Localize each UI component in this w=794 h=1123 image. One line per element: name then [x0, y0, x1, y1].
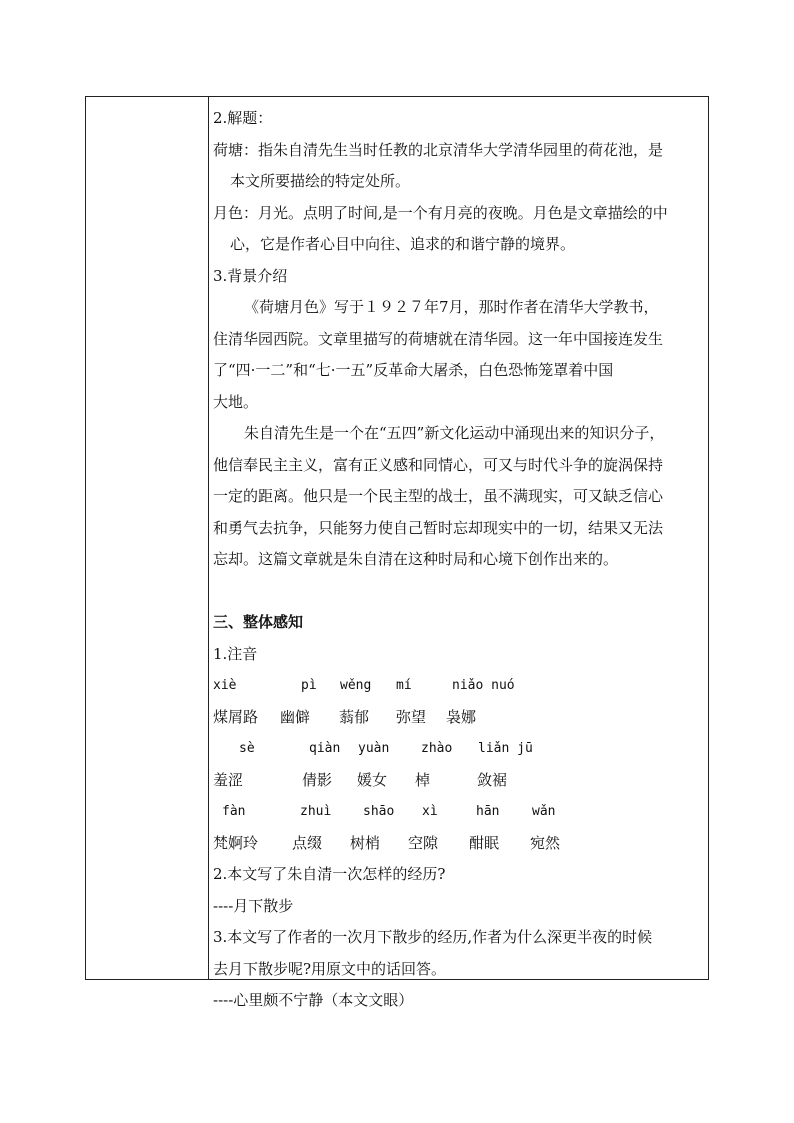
- vocab-word: 煤屑路: [213, 707, 259, 726]
- pinyin-item: sè: [239, 741, 255, 756]
- section-title-overview: 三、整体感知: [213, 613, 304, 631]
- pinyin-item: yuàn: [358, 741, 390, 756]
- vocab-word: 弥望: [396, 707, 427, 726]
- vocab-word: 酣眠: [469, 833, 500, 852]
- answer-3: ----心里颇不宁静（本文文眼）: [213, 991, 414, 1009]
- section-title-jieti: 2.解题：: [213, 109, 273, 127]
- vocab-word: 羞涩: [213, 770, 244, 789]
- pinyin-item: pì: [301, 678, 317, 693]
- vocab-word: 蓊郁: [339, 707, 370, 726]
- background-p2-line-5: 忘却。这篇文章就是朱自清在这种时局和心境下创作出来的。: [213, 550, 619, 568]
- pinyin-row-1: [213, 670, 702, 702]
- pinyin-item: niǎo nuó: [452, 678, 515, 693]
- background-p1-line-2: 住清华园西院。文章里描写的荷塘就在清华园。这一年中国接连发生: [213, 329, 664, 348]
- words-row-1: [213, 702, 702, 734]
- answer-2: ----月下散步: [213, 896, 294, 915]
- vocab-word: 点缀: [292, 833, 323, 852]
- background-p2-line-1: 朱自清先生是一个在“五四”新文化运动中涌现出来的知识分子，: [244, 424, 665, 442]
- question-2: 2.本文写了朱自清一次怎样的经历?: [213, 865, 446, 883]
- pinyin-item: qiàn: [309, 741, 341, 756]
- question-3-line-2: 去月下散步呢?用原文中的话回答。: [213, 959, 447, 978]
- pinyin-item: wǎn: [532, 804, 556, 819]
- pinyin-row-3: [213, 796, 702, 828]
- background-p1-line-1: 《荷塘月色》写于１９２７年7月，那时作者在清华大学教书，: [244, 298, 659, 316]
- background-p1-line-3: 了“四·一二”和“七·一五”反革命大屠杀，白色恐怖笼罩着中国: [213, 361, 614, 379]
- zhuyin-title: 1.注音: [213, 644, 258, 663]
- background-p2-line-2: 他信奉民主主义，富有正义感和同情心，可又与时代斗争的旋涡保持: [213, 455, 664, 474]
- pinyin-item: mí: [396, 678, 412, 693]
- pinyin-row-2: [213, 733, 702, 765]
- question-3-line-1: 3.本文写了作者的一次月下散步的经历,作者为什么深更半夜的时候: [213, 928, 653, 946]
- pinyin-item: xiè: [213, 678, 237, 693]
- vocab-word: 袅娜: [446, 707, 477, 726]
- background-p1-line-4: 大地。: [213, 392, 259, 411]
- pinyin-item: liǎn jū: [478, 741, 533, 756]
- pinyin-item: shāo: [363, 804, 395, 819]
- background-p2-line-4: 和勇气去抗争，只能努力使自己暂时忘却现实中的一切，结果又无法: [213, 518, 664, 537]
- vocab-word: 梵婀玲: [213, 833, 259, 852]
- vocab-word: 宛然: [530, 833, 561, 852]
- lesson-table: [85, 96, 709, 1009]
- pinyin-item: zhuì: [300, 804, 332, 819]
- vocab-word: 敛裾: [477, 770, 508, 789]
- pinyin-item: xì: [422, 804, 438, 819]
- vocab-word: 棹: [415, 770, 431, 789]
- yuese-line-2: 心，它是作者心目中向往、追求的和谐宁静的境界。: [230, 235, 576, 253]
- pinyin-item: hān: [476, 804, 500, 819]
- section-title-background: 3.背景介绍: [213, 266, 288, 285]
- vocab-word: 幽僻: [280, 707, 311, 726]
- vocab-word: 媛女: [357, 770, 388, 789]
- words-row-3: [213, 828, 702, 860]
- vocab-word: 树梢: [350, 833, 381, 852]
- pinyin-item: wěng: [340, 678, 372, 693]
- background-p2-line-3: 一定的距离。他只是一个民主型的战士，虽不满现实，可又缺乏信心: [213, 487, 664, 505]
- yuese-line-1: 月色：月光。点明了时间,是一个有月亮的夜晚。月色是文章描绘的中: [213, 203, 668, 222]
- content-cell: [213, 103, 702, 1017]
- left-column-cell: [86, 97, 209, 979]
- pinyin-item: zhào: [421, 741, 453, 756]
- hetang-line-2: 本文所要描绘的特定处所。: [230, 172, 411, 190]
- words-row-2: [213, 765, 702, 797]
- pinyin-item: fàn: [222, 804, 246, 819]
- hetang-line-1: 荷塘：指朱自清先生当时任教的北京清华大学清华园里的荷花池，是: [213, 140, 664, 159]
- vocab-word: 空隙: [408, 833, 439, 852]
- vocab-word: 倩影: [302, 770, 333, 789]
